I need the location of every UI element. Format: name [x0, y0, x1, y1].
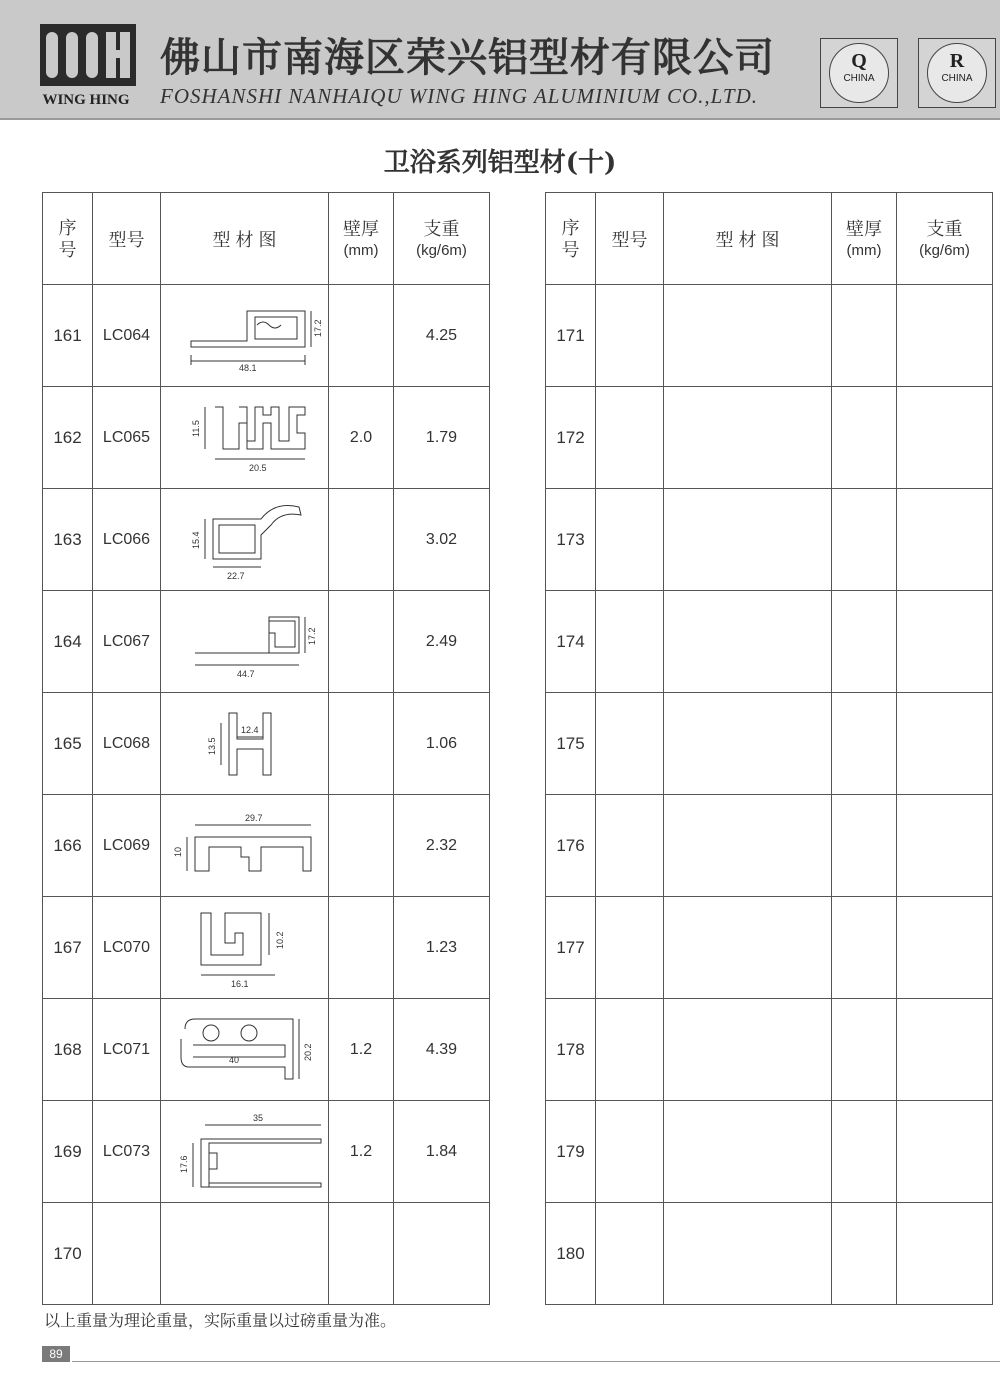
row-number: 176: [546, 795, 596, 897]
row-model: LC071: [93, 999, 161, 1101]
row-weight: 1.06: [394, 693, 490, 795]
col-thickness-header: 壁厚 (mm): [832, 193, 897, 285]
row-number: 168: [43, 999, 93, 1101]
row-number: 180: [546, 1203, 596, 1305]
table-row: [43, 1101, 490, 1203]
row-thickness: [329, 1203, 394, 1305]
dim-width-label: 22.7: [226, 570, 245, 581]
page-number: 89: [42, 1346, 70, 1362]
row-weight: 3.02: [394, 489, 490, 591]
row-number: 165: [43, 693, 93, 795]
dim-height-label: 17.2: [312, 318, 323, 337]
profile-drawing-lc073: [161, 1101, 329, 1203]
row-number: 171: [546, 285, 596, 387]
col-drawing-header: 型 材 图: [161, 193, 329, 285]
table-row: [546, 489, 993, 591]
profile-drawing-lc065: [161, 387, 329, 489]
table-row: [546, 1203, 993, 1305]
cert-r-sub: CHINA: [941, 73, 973, 84]
footer-note: 以上重量为理论重量，实际重量以过磅重量为准。: [44, 1311, 397, 1330]
r-certification-mark: [918, 38, 996, 108]
cert-r-letter: R: [949, 50, 965, 72]
row-number: 177: [546, 897, 596, 999]
row-weight: 1.23: [394, 897, 490, 999]
dim-width-label: 40: [228, 1054, 239, 1065]
table-header-row: [43, 193, 490, 285]
row-model: LC073: [93, 1101, 161, 1203]
row-weight: 4.25: [394, 285, 490, 387]
table-row: [546, 285, 993, 387]
footer-divider: [72, 1361, 1000, 1362]
row-model: LC065: [93, 387, 161, 489]
dim-height-label: 10: [172, 846, 183, 857]
dim-width-label: 16.1: [230, 978, 249, 989]
row-model: LC070: [93, 897, 161, 999]
profile-drawing-lc070: [161, 897, 329, 999]
table-row: [546, 1101, 993, 1203]
dim-height-label: 10.2: [274, 930, 285, 949]
row-thickness: [329, 489, 394, 591]
profile-drawing-lc069: [161, 795, 329, 897]
table-row: [546, 795, 993, 897]
dim-height-label: 13.5: [206, 736, 217, 755]
row-weight: 1.84: [394, 1101, 490, 1203]
right-profile-table: [545, 192, 993, 1305]
company-name-cn: 佛山市南海区荣兴铝型材有限公司: [160, 34, 775, 81]
row-model: LC067: [93, 591, 161, 693]
table-row: [43, 1203, 490, 1305]
table-row: [43, 999, 490, 1101]
dim-height-label: 17.6: [178, 1154, 189, 1173]
page-header: [0, 0, 1000, 120]
col-model-header: 型号: [596, 193, 664, 285]
row-number: 167: [43, 897, 93, 999]
profile-drawing-lc064: [161, 285, 329, 387]
row-weight: 2.32: [394, 795, 490, 897]
row-thickness: [329, 897, 394, 999]
table-row: [43, 387, 490, 489]
col-model-header: 型号: [93, 193, 161, 285]
left-profile-table: [42, 192, 490, 1305]
row-thickness: [329, 795, 394, 897]
row-weight: 4.39: [394, 999, 490, 1101]
row-number: 162: [43, 387, 93, 489]
row-drawing-empty: [161, 1203, 329, 1305]
dim-width-label: 12.4: [240, 724, 259, 735]
row-model: [93, 1203, 161, 1305]
company-name-en: FOSHANSHI NANHAIQU WING HING ALUMINIUM CO.,LTD.: [160, 84, 759, 108]
row-weight: [394, 1203, 490, 1305]
row-number: 163: [43, 489, 93, 591]
table-row: [43, 285, 490, 387]
profile-drawing-lc066: [161, 489, 329, 591]
table-row: [43, 693, 490, 795]
table-row: [546, 693, 993, 795]
cert-q-letter: Q: [851, 50, 867, 72]
row-model: LC066: [93, 489, 161, 591]
table-row: [546, 897, 993, 999]
col-weight-header: 支重 (kg/6m): [394, 193, 490, 285]
company-logo: [40, 24, 136, 86]
profile-drawing-lc071: [161, 999, 329, 1101]
row-number: 178: [546, 999, 596, 1101]
page-title: 卫浴系列铝型材(十): [383, 148, 617, 178]
row-number: 166: [43, 795, 93, 897]
col-drawing-header: 型 材 图: [664, 193, 832, 285]
row-number: 172: [546, 387, 596, 489]
dim-height-label: 11.5: [190, 419, 201, 437]
row-thickness: 1.2: [329, 999, 394, 1101]
row-model: LC068: [93, 693, 161, 795]
col-thickness-header: 壁厚 (mm): [329, 193, 394, 285]
table-row: [43, 591, 490, 693]
row-number: 174: [546, 591, 596, 693]
dim-height-label: 20.2: [302, 1042, 313, 1061]
row-thickness: 2.0: [329, 387, 394, 489]
profile-drawing-lc068: [161, 693, 329, 795]
table-row: [43, 795, 490, 897]
dim-width-label: 35: [252, 1112, 263, 1123]
col-weight-header: 支重 (kg/6m): [897, 193, 993, 285]
row-model: LC069: [93, 795, 161, 897]
row-number: 179: [546, 1101, 596, 1203]
row-number: 164: [43, 591, 93, 693]
table-row: [43, 489, 490, 591]
col-no-header: 序 号: [546, 193, 596, 285]
row-weight: 1.79: [394, 387, 490, 489]
row-number: 170: [43, 1203, 93, 1305]
logo-text: WING HING: [42, 92, 130, 108]
row-model: LC064: [93, 285, 161, 387]
table-row: [546, 999, 993, 1101]
dim-width-label: 44.7: [236, 668, 255, 679]
q-certification-mark: [820, 38, 898, 108]
cert-q-sub: CHINA: [843, 73, 875, 84]
dim-width-label: 29.7: [244, 812, 263, 823]
dim-width-label: 48.1: [238, 362, 257, 373]
col-no-header: 序 号: [43, 193, 93, 285]
table-header-row: [546, 193, 993, 285]
row-number: 175: [546, 693, 596, 795]
row-thickness: [329, 693, 394, 795]
row-thickness: 1.2: [329, 1101, 394, 1203]
table-row: [43, 897, 490, 999]
row-thickness: [329, 285, 394, 387]
dim-width-label: 20.5: [248, 462, 267, 473]
row-number: 169: [43, 1101, 93, 1203]
row-number: 161: [43, 285, 93, 387]
table-row: [546, 387, 993, 489]
dim-height-label: 15.4: [190, 530, 201, 549]
dim-height-label: 17.2: [306, 626, 317, 645]
table-row: [546, 591, 993, 693]
row-number: 173: [546, 489, 596, 591]
row-thickness: [329, 591, 394, 693]
row-weight: 2.49: [394, 591, 490, 693]
profile-drawing-lc067: [161, 591, 329, 693]
